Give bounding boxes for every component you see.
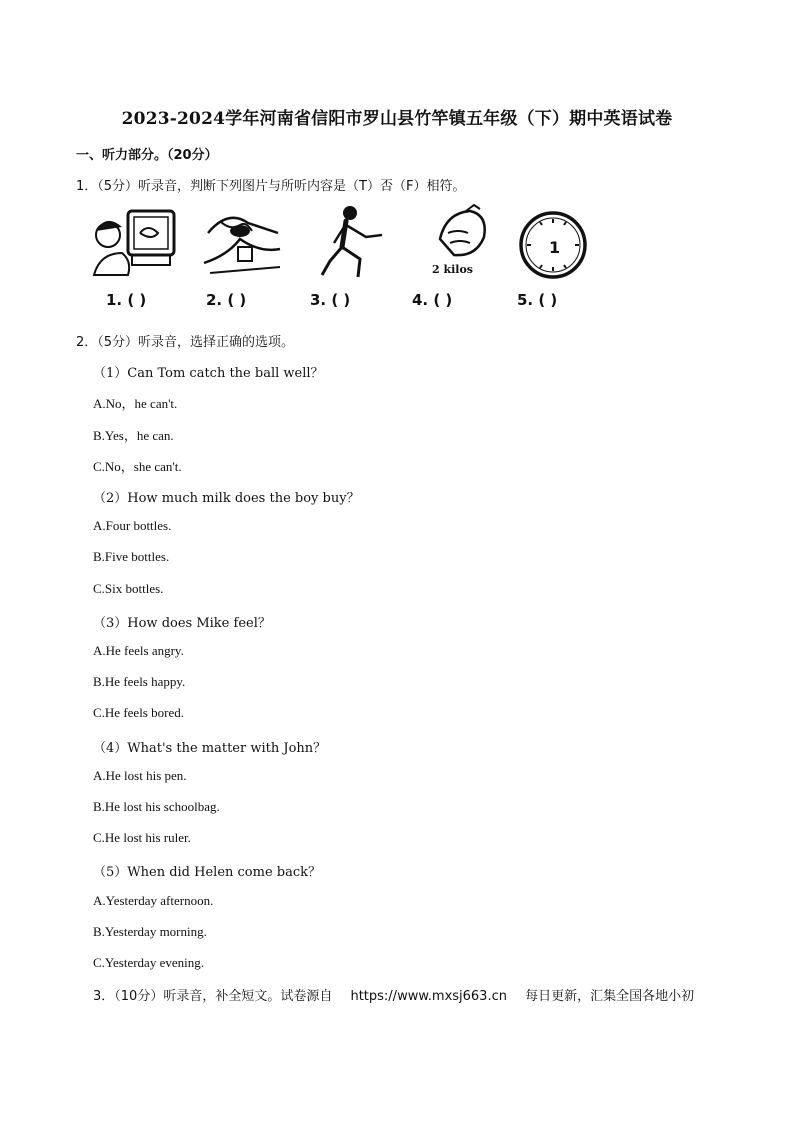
source-link[interactable]: https://www.mxsj663.cn [350,989,507,1004]
option-a: A.He lost his pen. [93,768,187,783]
sub-question: （3）How does Mike feel？ [93,616,271,631]
hands-icon [200,203,290,283]
answer-label-5: 5. ( ) [517,291,558,309]
option-b: B.He lost his schoolbag. [93,799,220,814]
option-b: B.Five bottles. [93,549,170,564]
answer-label-4: 4. ( ) [412,291,453,309]
question-3-text: 3．（10分）听录音，补全短文。试卷源自 [93,989,333,1004]
option-a: A.No，he can't. [93,396,178,411]
option-c: C.He lost his ruler. [93,830,191,845]
option-c: C.No，she can't. [93,459,182,474]
option-c: C.Yesterday evening. [93,955,204,970]
tv-icon [90,203,180,283]
option-a: A.Yesterday afternoon. [93,893,214,908]
option-a: A.He feels angry. [93,643,184,658]
question-3 [93,985,694,1004]
sub-question: （2）How much milk does the boy buy？ [93,491,360,506]
sub-question: （1）Can Tom catch the ball well？ [93,366,324,381]
runner-icon [310,203,400,283]
section-heading: 一、听力部分。（20分） [76,148,218,163]
option-b: B.Yesterday morning. [93,924,207,939]
answer-label-1: 1. ( ) [106,291,147,309]
answer-label-2: 2. ( ) [206,291,247,309]
option-c: C.Six bottles. [93,581,164,596]
clock-icon [515,203,605,283]
option-c: C.He feels bored. [93,705,184,720]
question-1: 1．（5分）听录音，判断下列图片与所听内容是（T）否（F）相符。 [76,179,466,194]
option-a: A.Four bottles. [93,518,172,533]
bag-icon [420,203,510,283]
option-b: B.He feels happy. [93,674,186,689]
bag-label: 2 kilos [432,263,473,276]
question-3-tail: 每日更新，汇集全国各地小初 [525,989,695,1004]
option-b: B.Yes，he can. [93,428,174,443]
sub-question: （4）What's the matter with John？ [93,741,327,756]
question-2: 2．（5分）听录音，选择正确的选项。 [76,335,295,350]
answer-label-3: 3. ( ) [310,291,351,309]
picture-row [90,203,610,323]
clock-number: 1 [549,238,561,257]
page-title: 2023-2024学年河南省信阳市罗山县竹竿镇五年级（下）期中英语试卷 [121,109,673,129]
sub-question: （5）When did Helen come back？ [93,865,322,880]
